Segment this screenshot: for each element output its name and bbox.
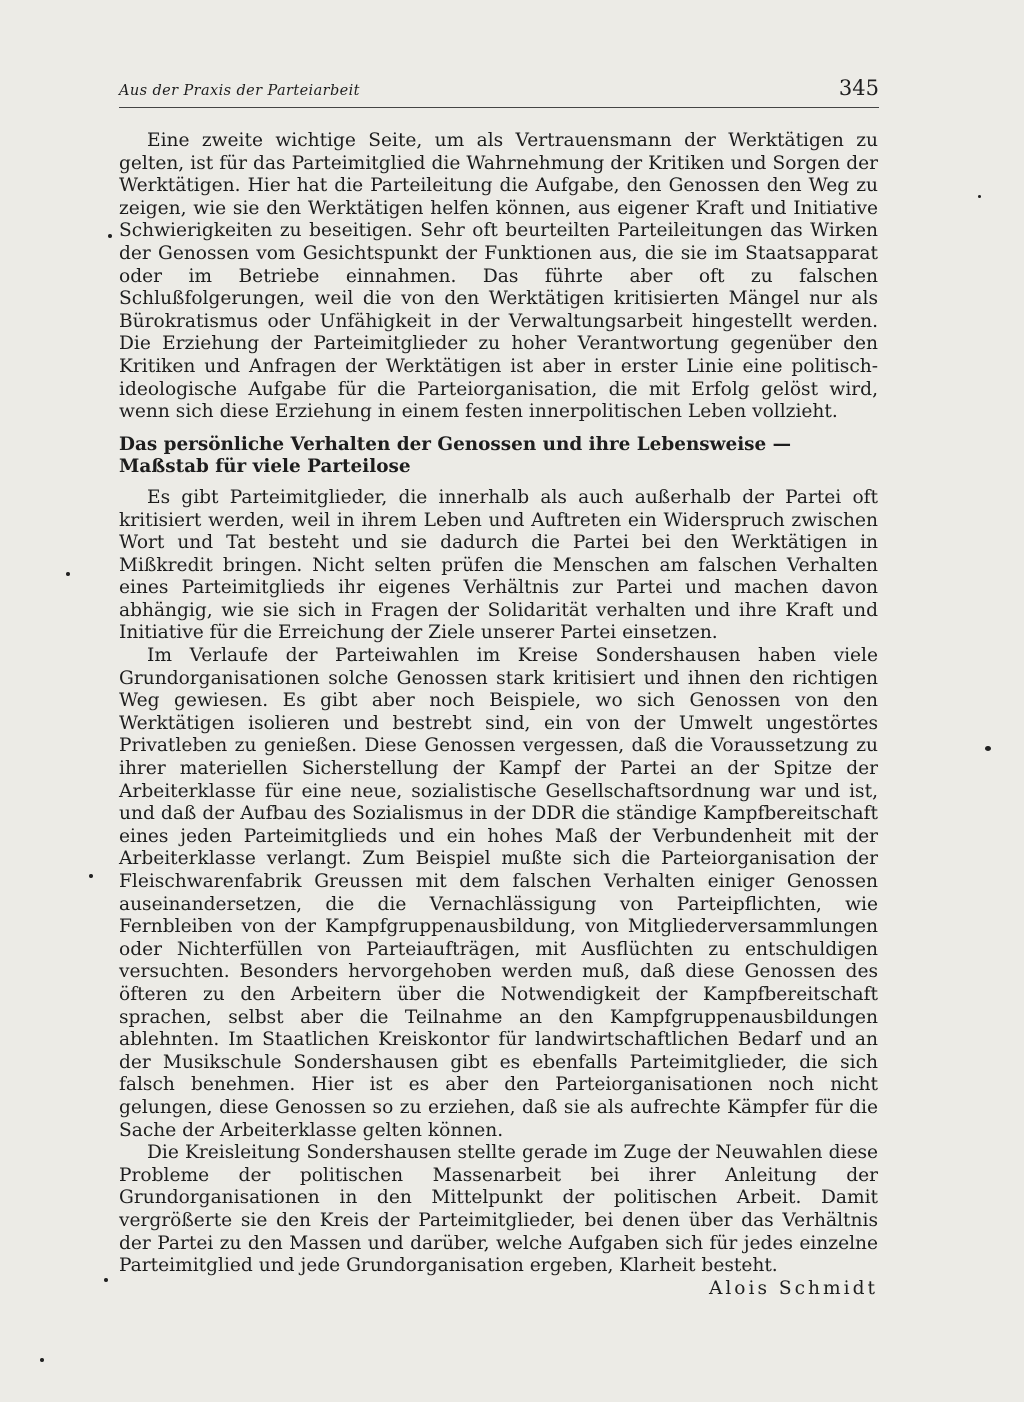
article-body (119, 130, 878, 1300)
paragraph-2: Es gibt Parteimitglieder, die innerhalb als auch außerhalb der Partei oft kritisiert werden, weil in ihrem Leben und Auftreten ein Widerspruch zwischen Wort und Tat besteht und sie dadurch die Partei bei den Werktätigen in Mißkredit bringen. Nicht selten prüfen die Menschen am falschen Verhalten eines Parteimitglieds ihr eigenes Verhältnis zur Partei und machen davon abhängig, wie sie sich in Fragen der Solidarität verhalten und ihre Kraft und Initiative für die Erreichung der Ziele unserer Partei einsetzen. (119, 486, 878, 644)
running-head: Aus der Praxis der Parteiarbeit (119, 83, 360, 99)
scan-speck (104, 1278, 108, 1282)
scan-speck (108, 234, 112, 238)
scan-speck (40, 1358, 44, 1362)
page-header (119, 76, 879, 106)
page-number: 345 (838, 76, 879, 100)
header-rule (119, 107, 879, 108)
paragraph-3: Im Verlaufe der Parteiwahlen im Kreise Sondershausen haben viele Grundorganisationen solche Genossen stark kritisiert und ihnen den richtigen Weg gewiesen. Es gibt aber noch Beispiele, wo sich Genossen von den Werktätigen isolieren und bestrebt sind, ein von der Umwelt ungestörtes Privatleben zu genießen. Diese Genossen vergessen, daß die Voraussetzung zu ihrer materiellen Sicherstellung der Kampf der Partei an der Spitze der Arbeiterklasse für eine neue, sozialistische Gesellschaftsordnung war und ist, und daß der Aufbau des Sozialismus in der DDR die ständige Kampfbereitschaft eines jeden Parteimitglieds und ein hohes Maß der Verbundenheit mit der Arbeiterklasse verlangt. Zum Beispiel mußte sich die Parteiorganisation der Fleischwarenfabrik Greussen mit dem falschen Verhalten einiger Genossen auseinandersetzen, die die Vernachlässigung von Parteipflichten, wie Fernbleiben von der Kampfgruppenausbildung, von Mitgliederversammlungen oder Nichterfüllen von Parteiaufträgen, mit Ausflüchten zu entschuldigen versuchten. Besonders hervorgehoben werden muß, daß diese Genossen des öfteren zu den Arbeitern über die Notwendigkeit der Kampfbereitschaft sprachen, selbst aber die Teilnahme an den Kampfgruppenausbildungen ablehnten. Im Staatlichen Kreiskontor für landwirtschaftlichen Bedarf und an der Musikschule Sondershausen gibt es ebenfalls Parteimitglieder, die sich falsch benehmen. Hier ist es aber den Parteiorganisationen noch nicht gelungen, diese Genossen so zu erziehen, daß sie als aufrechte Kämpfer für die Sache der Arbeiterklasse gelten können. (119, 645, 878, 1141)
paragraph-1: Eine zweite wichtige Seite, um als Vertrauensmann der Werktätigen zu gelten, ist für das Parteimitglied die Wahrnehmung der Kritiken und Sorgen der Werktätigen. Hier hat die Parteileitung die Aufgabe, den Genossen den Weg zu zeigen, wie sie den Werktätigen helfen können, aus eigener Kraft und Initiative Schwierigkeiten zu beseitigen. Sehr oft beurteilten Parteileitungen das Wirken der Genossen vom Gesichtspunkt der Funktionen aus, die sie im Staatsapparat oder im Betriebe einnahmen. Das führte aber oft zu falschen Schlußfolgerungen, weil die von den Werktätigen kritisierten Mängel nur als Bürokratismus oder Unfähigkeit in der Verwaltungsarbeit hingestellt werden. Die Erziehung der Parteimitglieder zu hoher Verantwortung gegenüber den Kritiken und Anfragen der Werktätigen ist aber in erster Linie eine politisch-ideologische Aufgabe für die Parteiorganisation, die mit Erfolg gelöst wird, wenn sich diese Erziehung in einem festen innerpolitischen Leben vollzieht. (119, 130, 878, 423)
scan-speck (978, 195, 981, 198)
section-heading: Das persönliche Verhalten der Genossen und ihre Lebensweise — Maßstab für viele Parteilose (119, 433, 792, 478)
paragraph-4 (119, 1142, 878, 1299)
paragraph-4-text: Die Kreisleitung Sondershausen stellte gerade im Zuge der Neuwahlen diese Probleme der politischen Massenarbeit bei ihrer Anleitung der Grundorganisationen in den Mittelpunkt der politischen Arbeit. Damit vergrößerte sie den Kreis der Parteimitglieder, bei denen über das Verhältnis der Partei zu den Massen und darüber, welche Aufgaben sich für jedes einzelne Parteimitglied und jede Grundorganisation ergeben, Klarheit besteht. (119, 1142, 878, 1277)
scan-speck (985, 746, 991, 751)
author-signature: Alois Schmidt (708, 1277, 878, 1299)
scan-speck (89, 874, 93, 878)
scan-speck (66, 572, 70, 576)
